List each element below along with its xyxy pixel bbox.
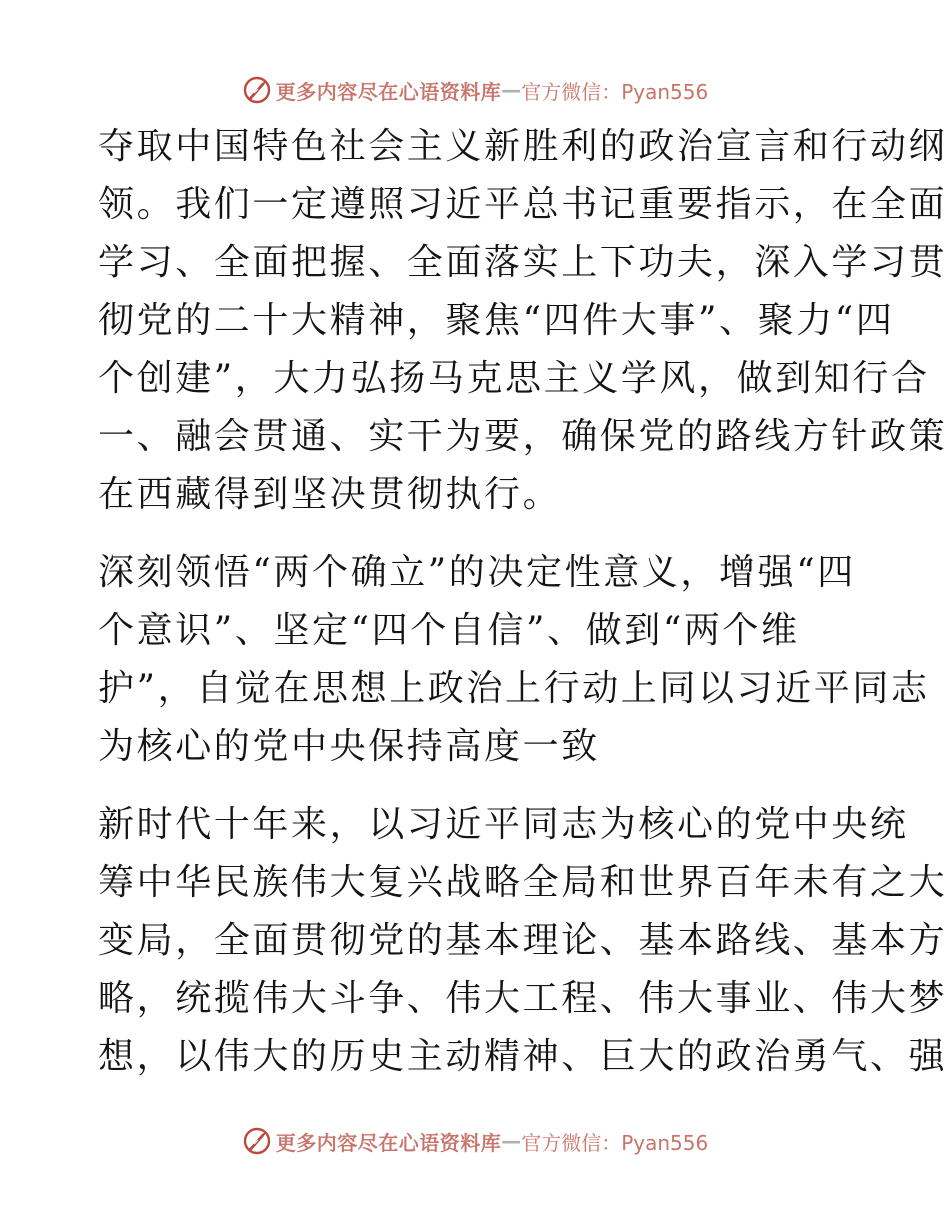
paragraph bbox=[98, 118, 948, 524]
text-line: 夺取中国特色社会主义新胜利的政治宣言和行动纲 bbox=[98, 126, 948, 167]
text-line: 个意识”、坚定“四个自信”、做到“两个维 bbox=[98, 610, 800, 651]
watermark-contact: 官方微信：Pyan556 bbox=[521, 79, 709, 104]
quill-logo-icon bbox=[242, 1126, 272, 1156]
text-line: 一、融会贯通、实干为要，确保党的路线方针政策 bbox=[98, 416, 948, 457]
text-line: 想，以伟大的历史主动精神、巨大的政治勇气、强 bbox=[98, 1036, 948, 1077]
text-line: 彻党的二十大精神，聚焦“四件大事”、聚力“四 bbox=[98, 300, 895, 341]
watermark-contact: 官方微信：Pyan556 bbox=[521, 1130, 709, 1155]
watermark-separator: — bbox=[501, 1129, 522, 1153]
paragraph bbox=[98, 796, 948, 1086]
text-line: 学习、全面把握、全面落实上下功夫，深入学习贯 bbox=[98, 242, 948, 283]
text-line: 筹中华民族伟大复兴战略全局和世界百年未有之大 bbox=[98, 862, 948, 903]
watermark-text: 更多内容尽在心语资料库 bbox=[275, 79, 502, 104]
paragraph bbox=[98, 544, 930, 776]
text-line: 个创建”，大力弘扬马克思主义学风，做到知行合 bbox=[98, 358, 930, 399]
text-line: 领。我们一定遵照习近平总书记重要指示，在全面 bbox=[98, 184, 948, 225]
text-line: 新时代十年来，以习近平同志为核心的党中央统 bbox=[98, 804, 909, 845]
text-line: 为核心的党中央保持高度一致 bbox=[98, 726, 600, 767]
text-line: 护”，自觉在思想上政治上行动上同以习近平同志 bbox=[98, 668, 930, 709]
watermark-text: 更多内容尽在心语资料库 bbox=[275, 1130, 502, 1155]
document-body bbox=[98, 118, 948, 1086]
footer-watermark bbox=[0, 1121, 950, 1161]
watermark-separator: — bbox=[501, 78, 522, 102]
text-line: 略，统揽伟大斗争、伟大工程、伟大事业、伟大梦 bbox=[98, 978, 948, 1019]
header-watermark bbox=[0, 70, 950, 110]
text-line: 深刻领悟“两个确立”的决定性意义，增强“四 bbox=[98, 552, 856, 593]
text-line: 变局，全面贯彻党的基本理论、基本路线、基本方 bbox=[98, 920, 948, 961]
text-line: 在西藏得到坚决贯彻执行。 bbox=[98, 474, 562, 515]
quill-logo-icon bbox=[242, 75, 272, 105]
